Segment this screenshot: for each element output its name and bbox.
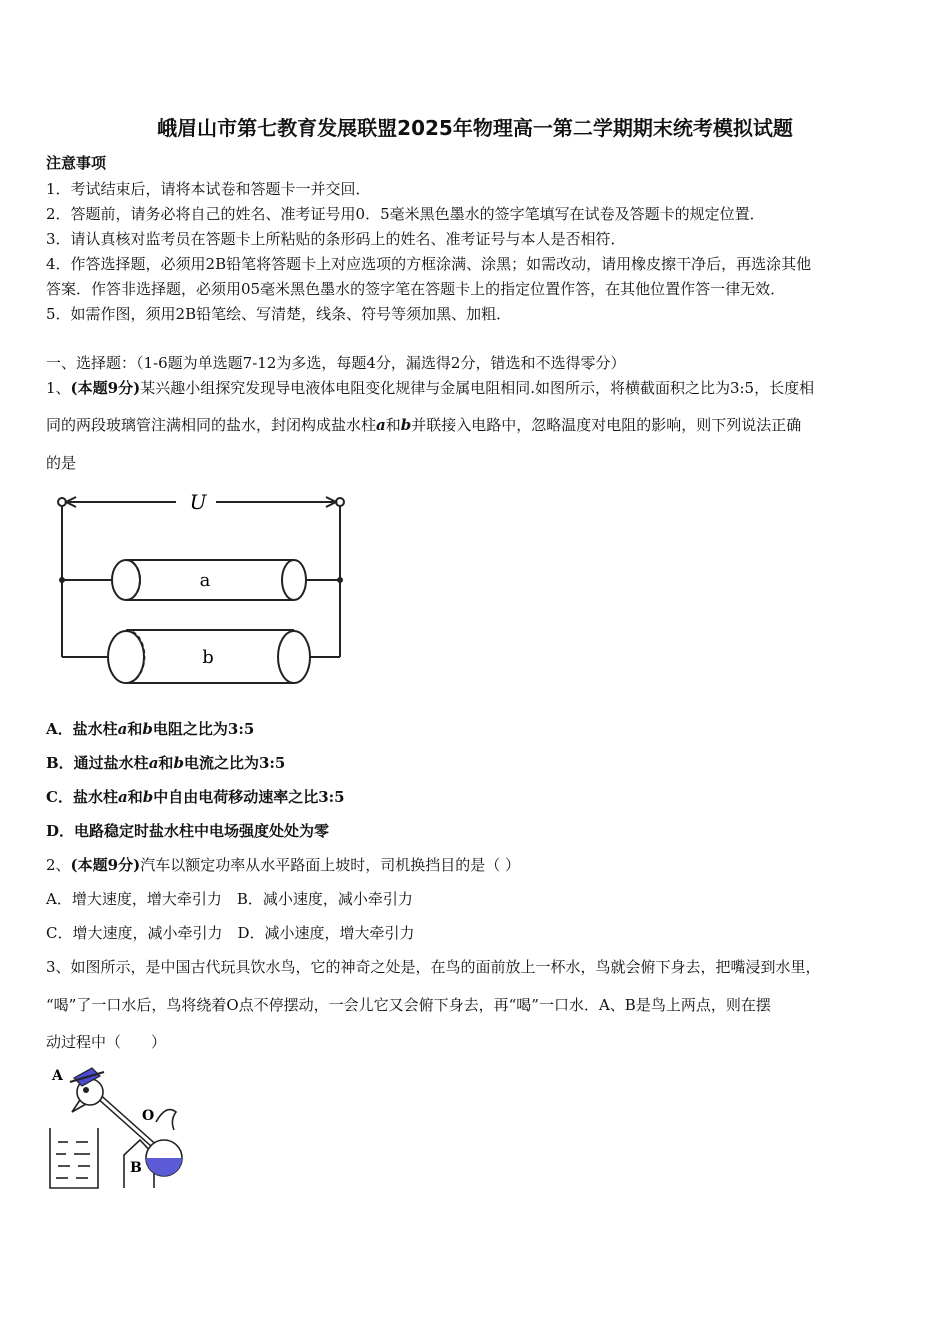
q1-option-a (46, 718, 254, 739)
q2-options-ab: A．增大速度，增大牵引力 B．减小速度，减小牵引力 (46, 890, 413, 908)
option-text: 电流之比为3:5 (183, 754, 286, 772)
q1-text: 同的两段玻璃管注满相同的盐水，封闭构成盐水柱 (46, 416, 377, 434)
q1-line2 (46, 414, 801, 435)
page-title: 峨眉山市第七教育发展联盟2025年物理高一第二学期期末统考模拟试题 (157, 116, 793, 140)
q2-text: 汽车以额定功率从水平路面上坡时，司机换挡目的是（ ） (140, 856, 520, 874)
tube-b-label: b (202, 647, 214, 668)
option-text: 中自由电荷移动速率之比3:5 (153, 788, 345, 806)
var-b: b (142, 720, 153, 738)
option-text: B．通过盐水柱 (46, 754, 149, 772)
q3-line3: 动过程中（ ） (46, 1033, 167, 1051)
q1-line1 (46, 377, 814, 398)
drinking-bird-figure (44, 1060, 194, 1195)
option-text: 电阻之比为3:5 (152, 720, 255, 738)
option-text: A．盐水柱 (46, 720, 118, 738)
q1-score: (本题9分) (70, 379, 141, 397)
q1-text: 并联接入电路中，忽略温度对电阻的影响，则下列说法正确 (411, 416, 802, 434)
q1-option-c (46, 786, 345, 807)
option-text: 和 (127, 788, 143, 806)
q1-line3: 的是 (46, 454, 77, 472)
option-text: 和 (127, 720, 143, 738)
var-a: a (117, 788, 128, 806)
q1-option-d: D．电路稳定时盐水柱中电场强度处处为零 (46, 822, 330, 840)
notice-item: 2．答题前，请务必将自己的姓名、准考证号用0．5毫米黑色墨水的签字笔填写在试卷及答题卡的规定位置． (46, 205, 765, 223)
var-a: a (148, 754, 159, 772)
var-a: a (117, 720, 128, 738)
q1-text: 和 (385, 416, 401, 434)
notice-item: 1．考试结束后，请将本试卷和答题卡一并交回． (46, 180, 371, 198)
q3-line2: “喝”了一口水后，鸟将绕着O点不停摆动，一会儿它又会俯下身去，再“喝”一口水．A、B是鸟上两点，则在摆 (46, 996, 771, 1014)
notice-item: 5．如需作图，须用2B铅笔绘、写清楚，线条、符号等须加黑、加粗． (46, 305, 512, 323)
section-heading: 一、选择题：（1-6题为单选题7-12为多选，每题4分，漏选得2分，错选和不选得零分） (46, 354, 626, 372)
tube-a-label: a (199, 570, 211, 591)
var-a: a (376, 416, 386, 434)
point-a-label: A (52, 1068, 63, 1084)
q2-stem (46, 854, 520, 875)
var-b: b (400, 416, 412, 434)
notice-heading: 注意事项 (46, 154, 107, 172)
q2-options-cd: C．增大速度，减小牵引力 D．减小速度，增大牵引力 (46, 924, 415, 942)
point-o-label: O (142, 1108, 155, 1124)
q1-text: 某兴趣小组探究发现导电液体电阻变化规律与金属电阻相同.如图所示，将横截面积之比为3:5，长度相 (140, 379, 815, 397)
notice-item: 3．请认真核对监考员在答题卡上所粘贴的条形码上的姓名、准考证号与本人是否相符． (46, 230, 626, 248)
var-b: b (173, 754, 184, 772)
notice-item: 4．作答选择题，必须用2B铅笔将答题卡上对应选项的方框涂满、涂黑；如需改动，请用橡皮擦干净后，再选涂其他 (46, 255, 812, 273)
notice-item: 答案．作答非选择题，必须用05毫米黑色墨水的签字笔在答题卡上的指定位置作答，在其他位置作答一律无效． (46, 280, 786, 298)
circuit-diagram (48, 485, 358, 695)
q2-score: (本题9分) (70, 856, 141, 874)
voltage-label: U (189, 490, 207, 514)
point-b-label: B (130, 1160, 142, 1176)
q3-line1: 3、如图所示，是中国古代玩具饮水鸟，它的神奇之处是，在鸟的面前放上一杯水，鸟就会俯下身去，把嘴浸到水里， (46, 958, 821, 976)
q1-number: 1、 (46, 379, 71, 397)
q1-option-b (46, 752, 285, 773)
option-text: C．盐水柱 (46, 788, 118, 806)
option-text: 和 (158, 754, 174, 772)
var-b: b (142, 788, 154, 806)
q2-number: 2、 (46, 856, 71, 874)
